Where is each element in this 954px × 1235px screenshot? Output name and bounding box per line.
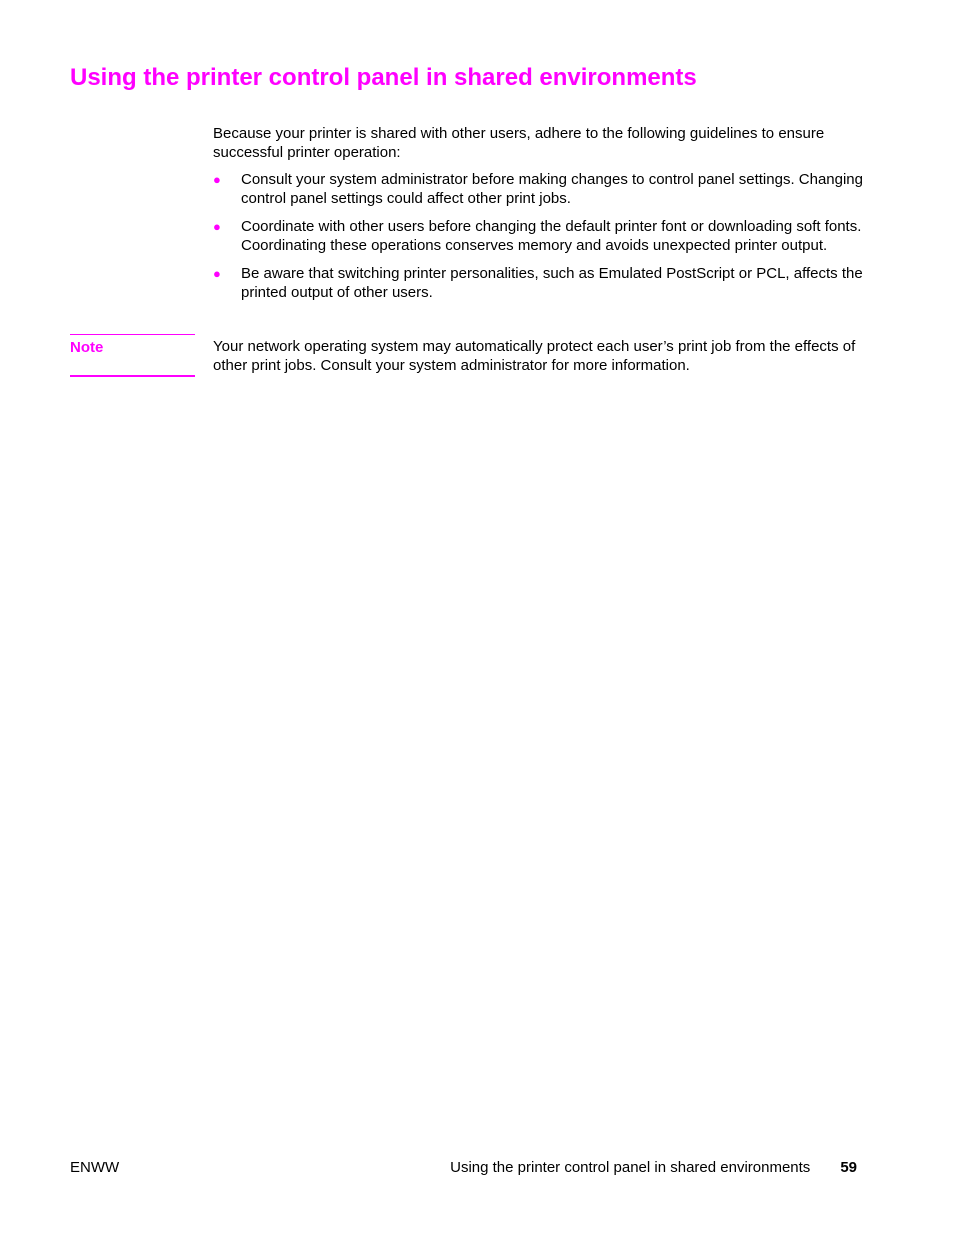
bullet-icon: ●	[213, 219, 221, 234]
guidelines-list	[213, 171, 863, 312]
note-top-divider	[70, 334, 195, 335]
footer-right	[450, 1159, 857, 1177]
list-item-text: Consult your system administrator before making changes to control panel settings. Changing control panel settings could affect other print jobs.	[241, 171, 863, 207]
list-item	[213, 265, 863, 302]
list-item-text: Coordinate with other users before changing the default printer font or downloading soft fonts. Coordinating these operations conserves memory and avoids unexpected printer output.	[241, 218, 862, 254]
page-title: Using the printer control panel in shared environments	[70, 64, 697, 91]
footer-left-label: ENWW	[70, 1159, 120, 1176]
footer-section-title: Using the printer control panel in shared environments	[450, 1159, 811, 1176]
list-item	[213, 218, 863, 255]
page-number: 59	[840, 1159, 857, 1176]
bullet-icon: ●	[213, 266, 221, 281]
list-item-text: Be aware that switching printer personalities, such as Emulated PostScript or PCL, affects the printed output of other users.	[241, 265, 863, 301]
note-label: Note	[70, 339, 104, 356]
note-bottom-divider	[70, 375, 195, 377]
list-item	[213, 171, 863, 208]
intro-paragraph: Because your printer is shared with other users, adhere to the following guidelines to ensure successful printer operation:	[213, 125, 825, 161]
bullet-icon: ●	[213, 172, 221, 187]
note-text: Your network operating system may automatically protect each user’s print job from the effects of other print jobs. Consult your system administrator for more information.	[213, 338, 856, 374]
